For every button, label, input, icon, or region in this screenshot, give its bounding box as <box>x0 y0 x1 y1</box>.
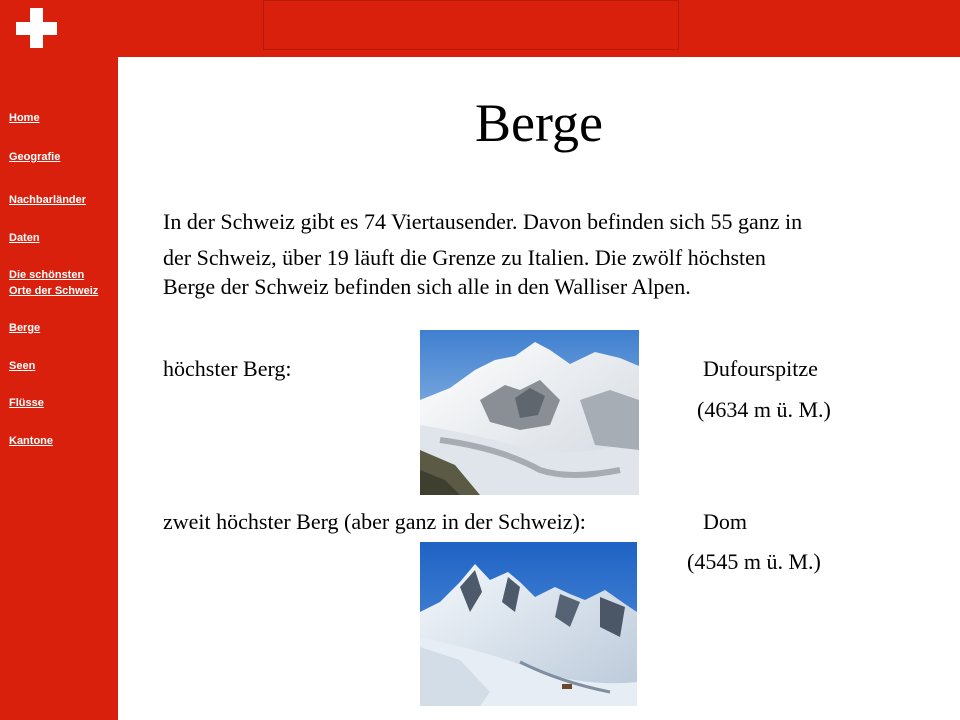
peak2-label: zweit höchster Berg (aber ganz in der Schweiz): <box>163 509 586 534</box>
peak1-height: (4634 m ü. M.) <box>697 397 831 422</box>
banner-frame <box>263 0 679 50</box>
nav-link-fluesse[interactable]: Flüsse <box>9 397 44 409</box>
page-title: Berge <box>475 93 603 153</box>
intro-paragraph <box>163 205 953 303</box>
nav-link-seen[interactable]: Seen <box>9 360 36 372</box>
nav-link-kantone[interactable]: Kantone <box>9 435 53 447</box>
mountain-photo-dufourspitze <box>420 330 639 495</box>
nav-link-daten[interactable]: Daten <box>9 232 40 244</box>
nav-link-geografie[interactable]: Geografie <box>9 151 61 163</box>
nav-link-nachbarlaender[interactable]: Nachbarländer <box>9 194 87 206</box>
nav-link-orte-line2[interactable]: Orte der Schweiz <box>9 285 99 297</box>
intro-line: In der Schweiz gibt es 74 Viertausender. Davon befinden sich 55 ganz in <box>163 209 803 234</box>
intro-line: der Schweiz, über 19 läuft die Grenze zu Italien. Die zwölf höchsten <box>163 245 766 270</box>
nav-link-home[interactable]: Home <box>9 112 40 124</box>
swiss-flag-icon <box>0 0 73 57</box>
peak2-name: Dom <box>703 509 747 534</box>
intro-line: Berge der Schweiz befinden sich alle in den Walliser Alpen. <box>163 274 691 299</box>
peak1-name: Dufourspitze <box>703 356 818 381</box>
nav-link-berge[interactable]: Berge <box>9 322 41 334</box>
nav-link-orte-line1[interactable]: Die schönsten <box>9 269 85 281</box>
peak1-label: höchster Berg: <box>163 356 292 381</box>
peak2-height: (4545 m ü. M.) <box>687 549 821 574</box>
mountain-photo-dom <box>420 542 637 706</box>
